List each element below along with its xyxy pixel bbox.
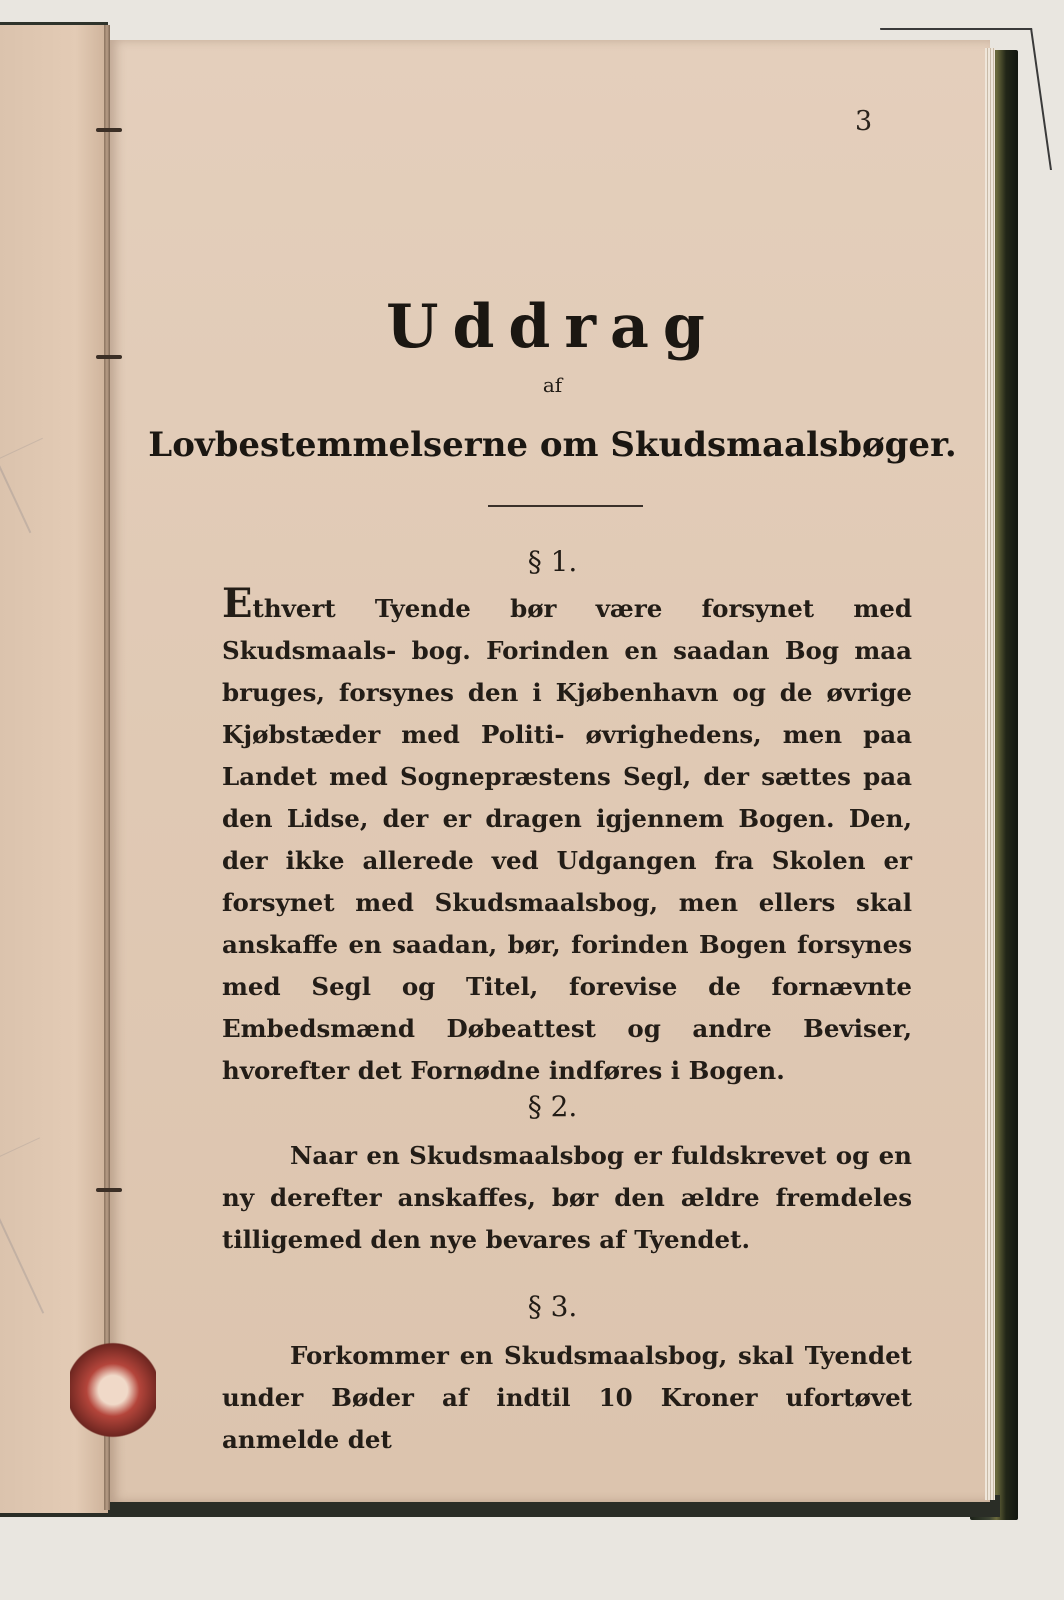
- section-2-text: Naar en Skudsmaalsbog er fuldskrevet og en ny derefter anskaffes, bør den ældre fremdeles tilligemed den nye bevares af Tyendet.: [222, 1141, 912, 1254]
- page-title: Uddrag: [386, 292, 719, 362]
- title-connector: af: [542, 373, 563, 397]
- drop-cap: E: [222, 580, 253, 627]
- title-divider: [488, 505, 643, 507]
- section-heading-1: § 1.: [527, 545, 578, 578]
- section-heading-2: § 2.: [527, 1090, 578, 1123]
- wax-seal: [70, 1340, 156, 1440]
- page-edges: [985, 48, 995, 1500]
- binding-thread: [96, 128, 122, 132]
- section-1-body: thvert Tyende bør være forsynet med Skudsmaals- bog. Forinden en saadan Bog maa bruges, forsynes den i Kjøbenhavn og de øvrige Kjøbstæder med Politi- øvrighedens, men paa Landet med Sognepræstens Segl, der sættes paa den Lidse, der er dragen igjennem Bogen. Den, der ikke allerede ved Udgangen fra Skolen er forsynet med Skudsmaalsbog, men ellers skal anskaffe en saadan, bør, forinden Bogen forsynes med Segl og Titel, forevise de fornævnte Embedsmænd Døbeattest og andre Beviser, hvorefter det Fornødne indføres i Bogen.: [222, 594, 912, 1085]
- pencil-scribble: [0, 1137, 108, 1313]
- section-1-text: [222, 580, 912, 1092]
- pencil-scribble: [0, 438, 77, 533]
- binding-thread: [96, 1188, 122, 1192]
- section-3-text: Forkommer en Skudsmaalsbog, skal Tyendet under Bøder af indtil 10 Kroner ufortøvet anmelde det: [222, 1341, 912, 1454]
- gutter: [104, 25, 110, 1510]
- left-page: [0, 22, 108, 1513]
- page-number: 3: [855, 106, 873, 137]
- page-subtitle: Lovbestemmelserne om Skudsmaalsbøger.: [148, 425, 957, 465]
- section-heading-3: § 3.: [527, 1290, 578, 1323]
